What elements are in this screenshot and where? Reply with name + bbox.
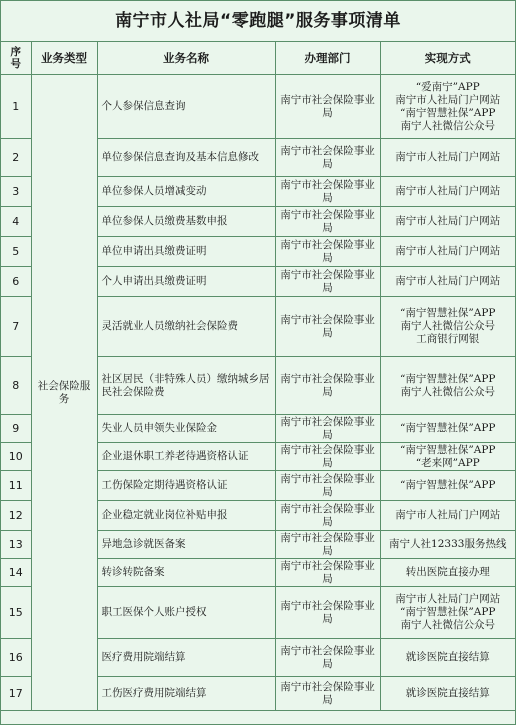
business-type-cell: 社会保险服务 (31, 75, 97, 711)
department-cell: 南宁市社会保险事业局 (275, 677, 380, 711)
table-body (1, 75, 515, 711)
page-title: 南宁市人社局“零跑腿”服务事项清单 (1, 1, 515, 42)
row-index: 12 (1, 501, 31, 531)
department-cell: 南宁市社会保险事业局 (275, 237, 380, 267)
table-row (1, 75, 515, 139)
method-cell (380, 139, 515, 177)
row-index: 16 (1, 639, 31, 677)
department-cell: 南宁市社会保险事业局 (275, 267, 380, 297)
method-cell (380, 471, 515, 501)
method-cell (380, 357, 515, 415)
business-name-cell: 单位申请出具缴费证明 (97, 237, 275, 267)
business-name-cell: 企业退休职工养老待遇资格认证 (97, 443, 275, 471)
row-index: 13 (1, 531, 31, 559)
method-line: 南宁市人社局门户网站 (395, 215, 501, 227)
row-index: 4 (1, 207, 31, 237)
department-cell: 南宁市社会保险事业局 (275, 297, 380, 357)
business-name-cell: 个人参保信息查询 (97, 75, 275, 139)
method-cell (380, 501, 515, 531)
business-name-cell: 单位参保人员缴费基数申报 (97, 207, 275, 237)
method-line: 工商银行网银 (416, 333, 480, 345)
method-line: 南宁市人社局门户网站 (395, 593, 501, 605)
department-cell: 南宁市社会保险事业局 (275, 559, 380, 587)
business-name-cell: 异地急诊就医备案 (97, 531, 275, 559)
method-line: 就诊医院直接结算 (405, 687, 490, 699)
method-line: 南宁市人社局门户网站 (395, 151, 501, 163)
method-cell (380, 443, 515, 471)
method-line: “南宁智慧社保”APP (400, 443, 496, 456)
department-cell: 南宁市社会保险事业局 (275, 501, 380, 531)
department-cell: 南宁市社会保险事业局 (275, 471, 380, 501)
business-name-cell: 单位参保人员增减变动 (97, 177, 275, 207)
business-name-cell: 企业稳定就业岗位补贴申报 (97, 501, 275, 531)
department-cell: 南宁市社会保险事业局 (275, 207, 380, 237)
row-index: 8 (1, 357, 31, 415)
business-name-cell: 职工医保个人账户授权 (97, 587, 275, 639)
method-cell (380, 207, 515, 237)
method-cell (380, 531, 515, 559)
department-cell: 南宁市社会保险事业局 (275, 415, 380, 443)
method-cell (380, 587, 515, 639)
business-name-cell: 社区居民（非特殊人员）缴纳城乡居民社会保险费 (97, 357, 275, 415)
method-line: 南宁人社微信公众号 (400, 385, 495, 398)
business-name-cell: 医疗费用院端结算 (97, 639, 275, 677)
method-line: “南宁智慧社保”APP (400, 307, 496, 319)
row-index: 6 (1, 267, 31, 297)
method-line: 南宁人社12333服务热线 (389, 538, 507, 550)
business-name-cell: 单位参保信息查询及基本信息修改 (97, 139, 275, 177)
method-line: 南宁市人社局门户网站 (395, 275, 501, 287)
method-cell (380, 75, 515, 139)
business-name-cell: 个人申请出具缴费证明 (97, 267, 275, 297)
service-table (1, 42, 515, 711)
row-index: 15 (1, 587, 31, 639)
row-index: 17 (1, 677, 31, 711)
table-header-row (1, 42, 515, 75)
method-cell (380, 639, 515, 677)
department-cell: 南宁市社会保险事业局 (275, 639, 380, 677)
method-line: “老来网”APP (415, 456, 480, 469)
row-index: 7 (1, 297, 31, 357)
row-index: 5 (1, 237, 31, 267)
department-cell: 南宁市社会保险事业局 (275, 139, 380, 177)
row-index: 1 (1, 75, 31, 139)
method-line: 南宁市人社局门户网站 (395, 509, 501, 521)
method-line: “南宁智慧社保”APP (400, 106, 496, 119)
row-index: 3 (1, 177, 31, 207)
business-name-cell: 失业人员申领失业保险金 (97, 415, 275, 443)
method-line: 南宁人社微信公众号 (400, 320, 495, 332)
row-index: 10 (1, 443, 31, 471)
method-line: 南宁市人社局门户网站 (395, 245, 501, 257)
header-type: 业务类型 (31, 42, 97, 75)
business-name-cell: 工伤保险定期待遇资格认证 (97, 471, 275, 501)
method-line: 南宁人社微信公众号 (400, 119, 495, 132)
business-name-cell: 工伤医疗费用院端结算 (97, 677, 275, 711)
row-index: 14 (1, 559, 31, 587)
method-cell (380, 177, 515, 207)
header-index: 序号 (1, 42, 31, 75)
method-cell (380, 237, 515, 267)
department-cell: 南宁市社会保险事业局 (275, 177, 380, 207)
method-line: 就诊医院直接结算 (405, 651, 490, 663)
header-dept: 办理部门 (275, 42, 380, 75)
method-line: “南宁智慧社保”APP (400, 606, 496, 618)
method-line: 南宁人社微信公众号 (400, 619, 495, 631)
method-line: 南宁市人社局门户网站 (395, 93, 501, 106)
method-cell (380, 415, 515, 443)
row-index: 9 (1, 415, 31, 443)
method-cell (380, 267, 515, 297)
business-name-cell: 灵活就业人员缴纳社会保险费 (97, 297, 275, 357)
department-cell: 南宁市社会保险事业局 (275, 531, 380, 559)
method-cell (380, 297, 515, 357)
method-cell (380, 559, 515, 587)
method-line: 转出医院直接办理 (405, 566, 490, 578)
business-name-cell: 转诊转院备案 (97, 559, 275, 587)
row-index: 2 (1, 139, 31, 177)
department-cell: 南宁市社会保险事业局 (275, 357, 380, 415)
department-cell: 南宁市社会保险事业局 (275, 75, 380, 139)
method-cell (380, 677, 515, 711)
method-line: 南宁市人社局门户网站 (395, 185, 501, 197)
method-line: “爱南宁”APP (415, 80, 480, 93)
department-cell: 南宁市社会保险事业局 (275, 587, 380, 639)
department-cell: 南宁市社会保险事业局 (275, 443, 380, 471)
method-line: “南宁智慧社保”APP (400, 479, 496, 491)
header-name: 业务名称 (97, 42, 275, 75)
row-index: 11 (1, 471, 31, 501)
header-method: 实现方式 (380, 42, 515, 75)
method-line: “南宁智慧社保”APP (400, 422, 496, 434)
method-line: “南宁智慧社保”APP (400, 372, 496, 385)
